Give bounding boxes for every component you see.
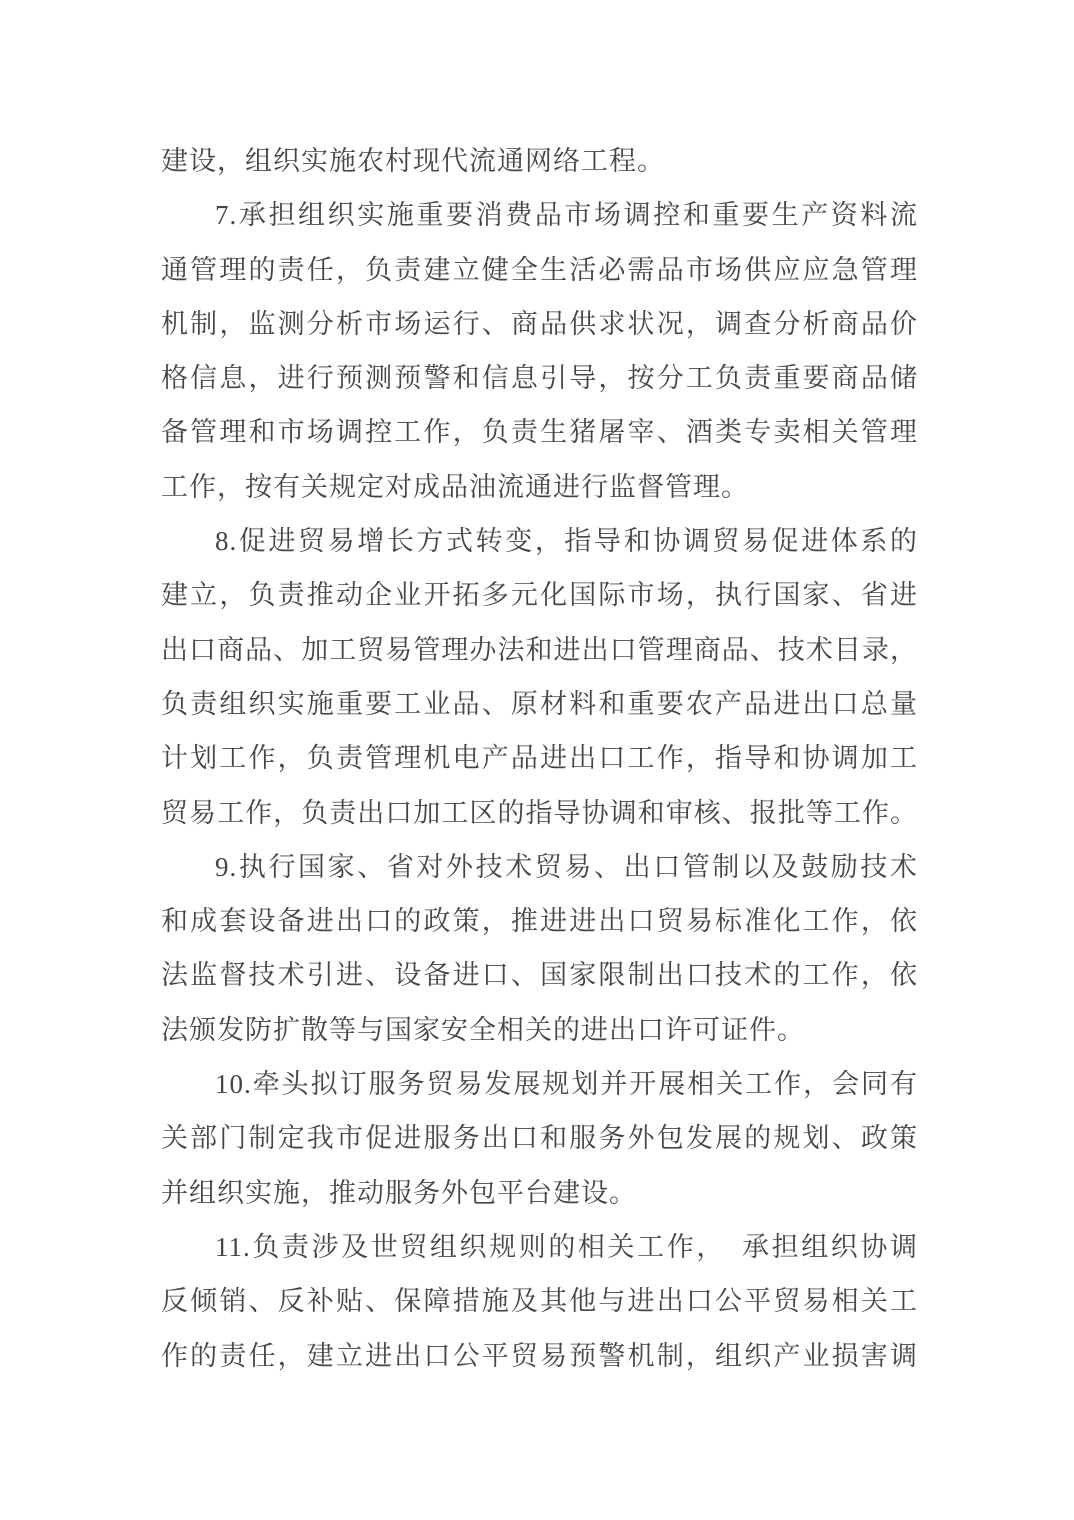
text-line: 格信息，进行预测预警和信息引导，按分工负责重要商品储	[161, 363, 918, 394]
text-line: 10.牵头拟订服务贸易发展规划并开展相关工作，会同有	[215, 1069, 918, 1100]
text-line: 建设，组织实施农村现代流通网络工程。	[161, 146, 665, 176]
text-line: 9.执行国家、省对外技术贸易、出口管制以及鼓励技术	[215, 851, 918, 882]
text-line: 计划工作，负责管理机电产品进出口工作，指导和协调加工	[161, 743, 918, 774]
text-line: 出口商品、加工贸易管理办法和进出口管理商品、技术目录，	[161, 634, 918, 665]
text-line: 8.促进贸易增长方式转变，指导和协调贸易促进体系的	[215, 526, 918, 557]
text-line: 负责组织实施重要工业品、原材料和重要农产品进出口总量	[161, 688, 918, 719]
text-line: 并组织实施，推动服务外包平台建设。	[161, 1177, 637, 1208]
text-line: 机制，监测分析市场运行、商品供求状况，调查分析商品价	[161, 308, 918, 339]
text-line: 备管理和市场调控工作，负责生猪屠宰、酒类专卖相关管理	[161, 417, 918, 448]
text-line: 法颁发防扩散等与国家安全相关的进出口许可证件。	[161, 1014, 805, 1045]
text-line: 反倾销、反补贴、保障措施及其他与进出口公平贸易相关工	[161, 1286, 918, 1317]
text-line: 通管理的责任，负责建立健全生活必需品市场供应应急管理	[161, 254, 918, 285]
text-line: 工作，按有关规定对成品油流通进行监督管理。	[161, 471, 749, 502]
text-line: 贸易工作，负责出口加工区的指导协调和审核、报批等工作。	[161, 797, 918, 828]
text-line: 7.承担组织实施重要消费品市场调控和重要生产资料流	[215, 200, 918, 231]
text-line: 法监督技术引进、设备进口、国家限制出口技术的工作，依	[161, 960, 918, 991]
text-line: 建立，负责推动企业开拓多元化国际市场，执行国家、省进	[161, 580, 918, 611]
text-line: 和成套设备进出口的政策，推进进出口贸易标准化工作，依	[161, 906, 918, 937]
text-line: 11.负责涉及世贸组织规则的相关工作， 承担组织协调	[215, 1231, 918, 1262]
text-line: 作的责任，建立进出口公平贸易预警机制，组织产业损害调	[161, 1340, 918, 1371]
document-text-block	[161, 134, 918, 1383]
text-line: 关部门制定我市促进服务出口和服务外包发展的规划、政策	[161, 1123, 918, 1154]
